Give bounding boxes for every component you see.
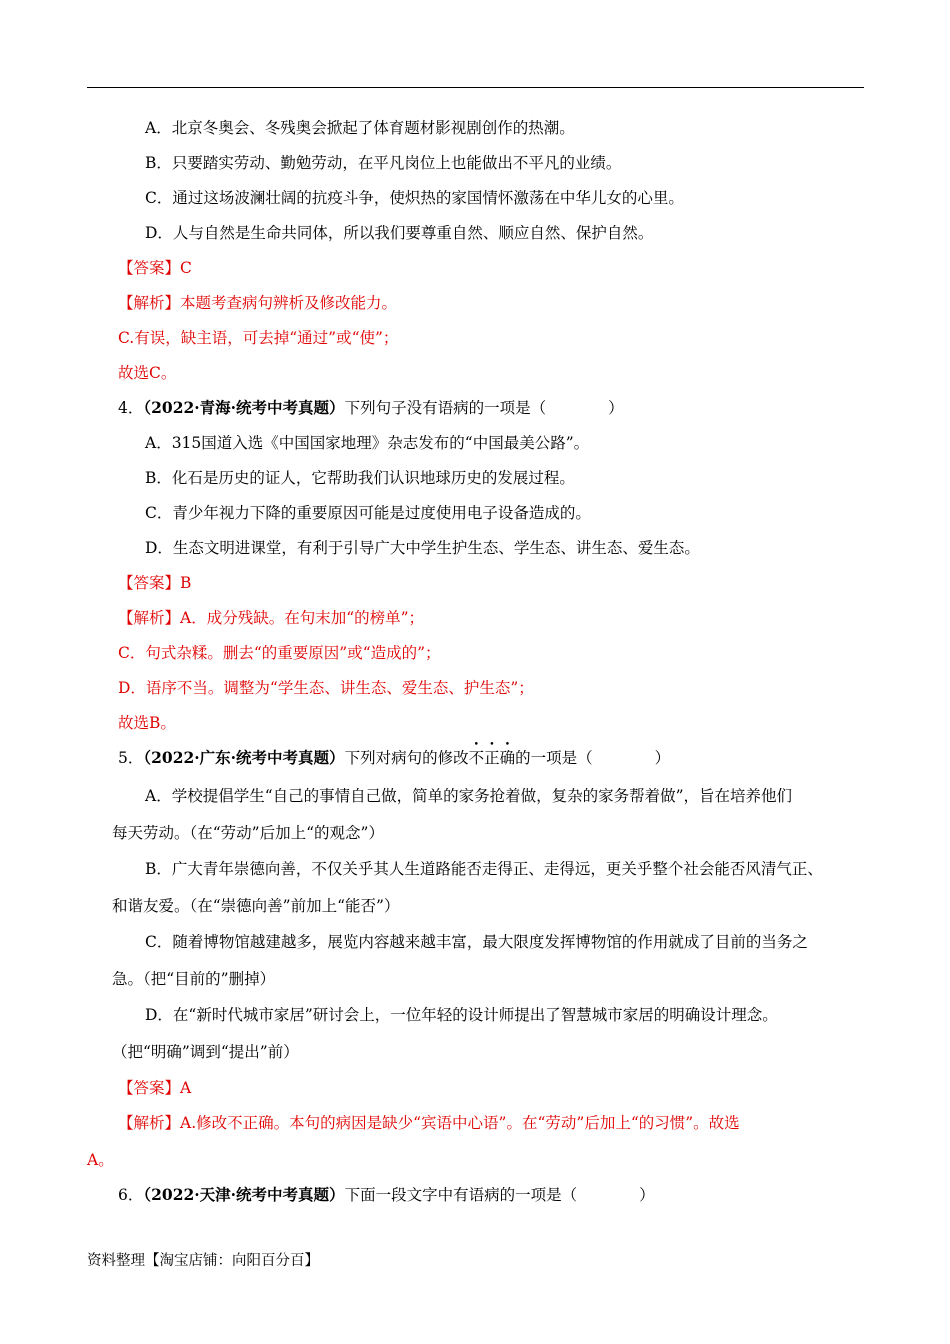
question-text: 下列对病句的修改 (344, 749, 469, 767)
q3-option-b: B．只要踏实劳动、勤勉劳动，在平凡岗位上也能做出不平凡的业绩。 (145, 154, 622, 172)
analysis-text: 本题考查病句辨析及修改能力。 (180, 294, 398, 312)
q5-analysis-cont: A。 (87, 1151, 114, 1169)
q4-answer: 【答案】B (118, 574, 192, 592)
emphasis-char: 确 (499, 749, 516, 767)
q3-option-d: D．人与自然是生命共同体，所以我们要尊重自然、顺应自然、保护自然。 (145, 224, 654, 242)
q5-answer: 【答案】A (118, 1079, 192, 1097)
question-source: （2022·广东·统考中考真题） (143, 748, 345, 767)
q3-option-a: A．北京冬奥会、冬残奥会掀起了体育题材影视剧创作的热潮。 (145, 119, 575, 137)
q5-stem (118, 748, 670, 768)
q3-answer: 【答案】C (118, 259, 192, 277)
q4-detail-c: C．句式杂糅。删去“的重要原因”或“造成的”； (118, 644, 441, 662)
emphasis-char: 正 (484, 749, 500, 767)
header-rule (87, 87, 864, 88)
q4-option-a: A．315国道入选《中国国家地理》杂志发布的“中国最美公路”。 (145, 434, 590, 452)
question-text: 下列句子没有语病的一项是（ ） (344, 399, 624, 417)
q3-option-c: C．通过这场波澜壮阔的抗疫斗争，使炽热的家国情怀激荡在中华儿女的心里。 (145, 189, 684, 207)
footer-note: 资料整理【淘宝店铺：向阳百分百】 (87, 1253, 319, 1269)
q5-option-a: A．学校提倡学生“自己的事情自己做，简单的家务抢着做，复杂的家务帮着做”，旨在培养他们 (145, 787, 793, 805)
q4-option-b: B．化石是历史的证人，它帮助我们认识地球历史的发展过程。 (145, 469, 575, 487)
q3-analysis (118, 293, 397, 313)
analysis-label: 【解析】 (118, 294, 181, 312)
q5-option-c: C．随着博物馆越建越多，展览内容越来越丰富，最大限度发挥博物馆的作用就成了目前的当务之 (145, 933, 808, 951)
q5-option-d-cont: （把“明确”调到“提出”前） (112, 1043, 299, 1061)
question-text: 下面一段文字中有语病的一项是（ ） (344, 1186, 655, 1204)
q3-detail: C.有误，缺主语，可去掉“通过”或“使”； (118, 329, 399, 347)
q4-conclusion: 故选B。 (118, 714, 176, 732)
q5-option-c-cont: 急。（把“目前的”删掉） (112, 970, 276, 988)
q5-option-b-cont: 和谐友爱。（在“崇德向善”前加上“能否”） (112, 897, 400, 915)
emphasis-char: 不 (468, 749, 485, 767)
q5-analysis (118, 1113, 740, 1133)
question-number: 5． (118, 749, 144, 767)
question-source: （2022·青海·统考中考真题） (143, 398, 345, 417)
q4-stem (118, 398, 624, 418)
analysis-text: A．成分残缺。在句末加“的榜单”； (180, 609, 425, 627)
q4-analysis (118, 608, 424, 628)
q5-option-d: D．在“新时代城市家居”研讨会上，一位年轻的设计师提出了智慧城市家居的明确设计理念。 (145, 1006, 778, 1024)
q3-conclusion: 故选C。 (118, 364, 177, 382)
q4-detail-d: D．语序不当。调整为“学生态、讲生态、爱生态、护生态”； (118, 679, 534, 697)
analysis-label: 【解析】 (118, 1114, 181, 1132)
q5-option-b: B．广大青年崇德向善，不仅关乎其人生道路能否走得正、走得远，更关乎整个社会能否风清气正、 (145, 860, 823, 878)
q4-option-d: D．生态文明进课堂，有利于引导广大中学生护生态、学生态、讲生态、爱生态。 (145, 539, 700, 557)
question-source: （2022·天津·统考中考真题） (143, 1185, 345, 1204)
analysis-label: 【解析】 (118, 609, 181, 627)
question-text-end: 的一项是（ ） (515, 749, 671, 767)
question-number: 4． (118, 399, 144, 417)
q6-stem (118, 1185, 655, 1205)
analysis-text: A.修改不正确。本句的病因是缺少“宾语中心语”。在“劳动”后加上“的习惯”。故选 (180, 1114, 740, 1132)
q5-option-a-cont: 每天劳动。（在“劳动”后加上“的观念”） (112, 824, 384, 842)
q4-option-c: C．青少年视力下降的重要原因可能是过度使用电子设备造成的。 (145, 504, 591, 522)
question-number: 6． (118, 1186, 144, 1204)
